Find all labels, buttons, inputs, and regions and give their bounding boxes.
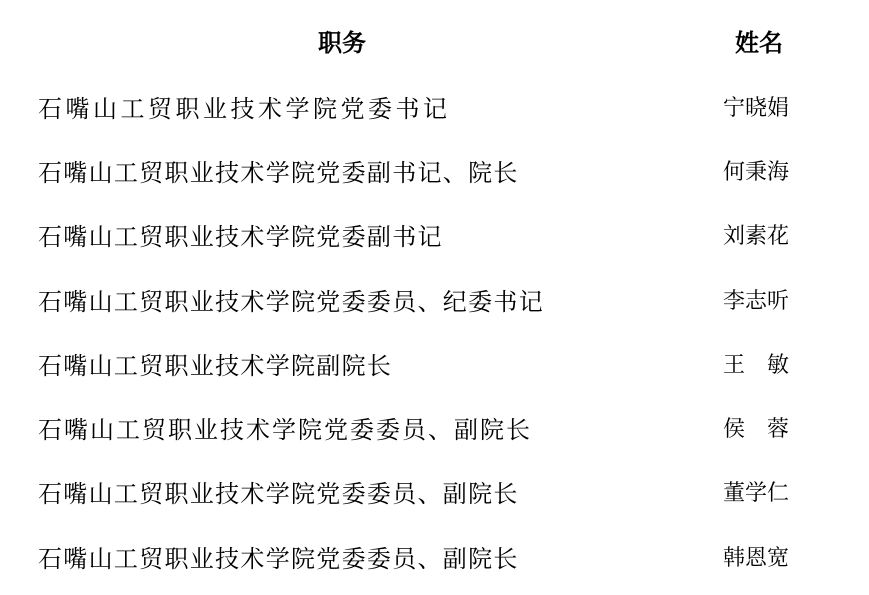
position-cell: 石嘴山工贸职业技术学院党委委员、副院长 — [38, 482, 519, 509]
name-cell: 刘素花 — [723, 223, 790, 249]
table-row — [0, 460, 869, 524]
table-row — [0, 395, 869, 459]
table-row — [0, 331, 869, 395]
column-header-position: 职务 — [318, 31, 366, 57]
position-cell: 石嘴山工贸职业技术学院副院长 — [38, 353, 393, 380]
name-cell: 董学仁 — [723, 480, 790, 506]
name-cell: 李志听 — [723, 287, 790, 313]
table-row — [0, 524, 869, 588]
table-row — [0, 138, 869, 202]
table-row — [0, 267, 869, 331]
table-row — [0, 74, 869, 138]
name-cell: 宁晓娟 — [723, 94, 790, 120]
column-header-name: 姓名 — [735, 31, 783, 57]
table-row — [0, 203, 869, 267]
name-cell: 侯 蓉 — [723, 416, 790, 442]
table-body — [0, 74, 869, 588]
table-header-row — [0, 30, 869, 58]
position-cell: 石嘴山工贸职业技术学院党委委员、纪委书记 — [38, 289, 544, 316]
position-cell: 石嘴山工贸职业技术学院党委副书记 — [38, 225, 443, 252]
position-cell: 石嘴山工贸职业技术学院党委委员、副院长 — [38, 546, 519, 573]
position-cell: 石嘴山工贸职业技术学院党委书记 — [38, 96, 451, 123]
name-cell: 王 敏 — [723, 351, 790, 377]
position-cell: 石嘴山工贸职业技术学院党委副书记、院长 — [38, 160, 519, 187]
name-cell: 韩恩宽 — [723, 544, 790, 570]
name-cell: 何秉海 — [723, 158, 790, 184]
position-cell: 石嘴山工贸职业技术学院党委委员、副院长 — [38, 418, 532, 445]
